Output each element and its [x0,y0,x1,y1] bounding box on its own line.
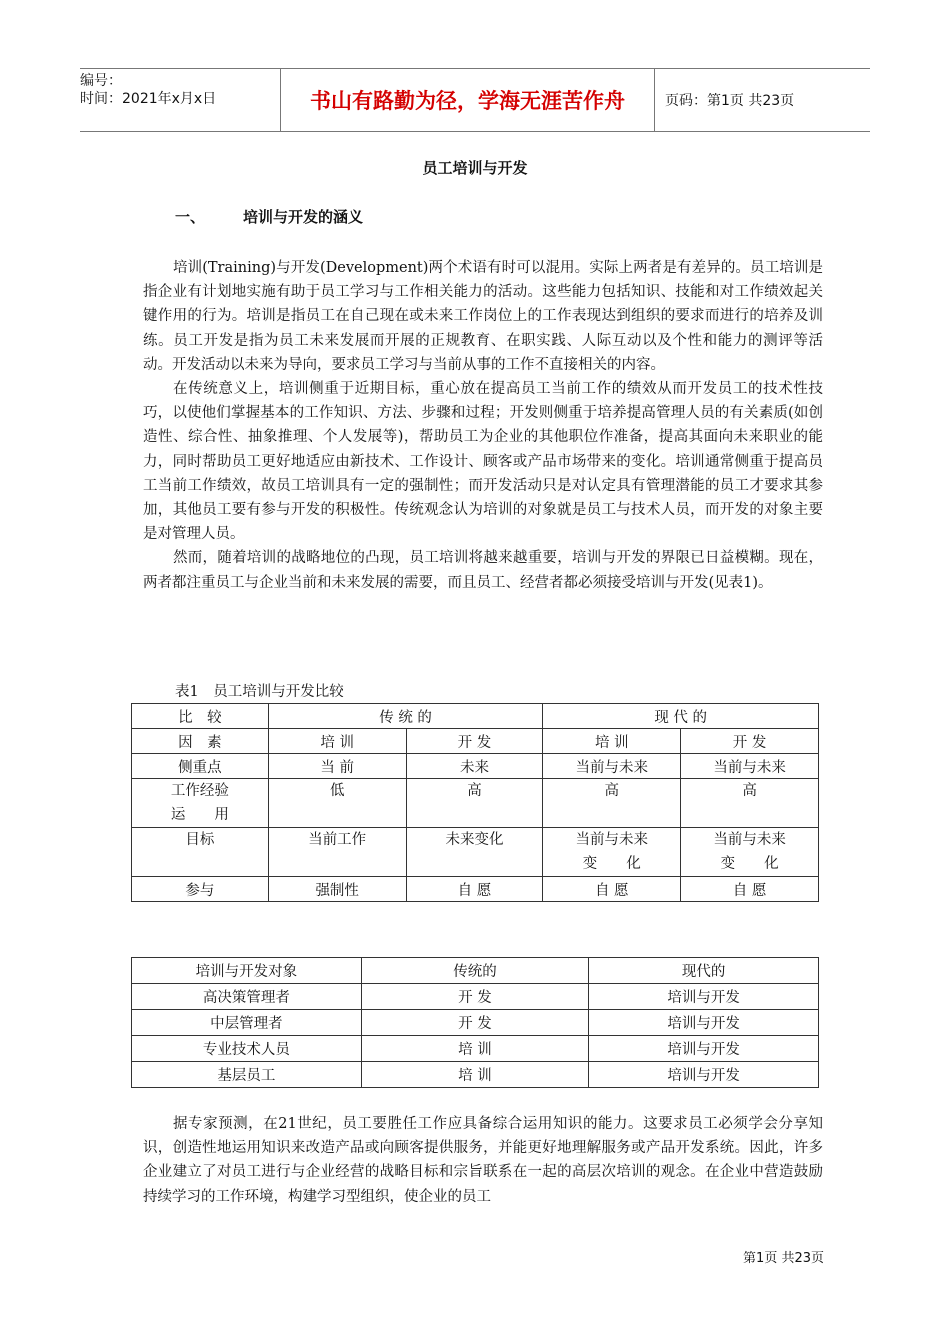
table-cell: 当前工作 [268,828,406,877]
body-text-continued [143,1112,823,1209]
table-cell: 当 前 [268,754,406,779]
paragraph: 培训(Training)与开发(Development)两个术语有时可以混用。实际上两者是有差异的。员工培训是指企业有计划地实施有助于员工学习与工作相关能力的活动。这些能力包括知识、技能和对工作绩效起关键作用的行为。培训是指员工在自己现在或未来工作岗位上的工作表现达到组织的要求而进行的培养及训练。员工开发是指为员工未来发展而开展的正规教育、在职实践、人际互动以及个性和能力的测评等活动。开发活动以未来为导向，要求员工学习与当前从事的工作不直接相关的内容。 [143,260,823,373]
header-motto: 书山有路勤为径，学海无涯苦作舟 [281,69,655,131]
table-header-cell: 现 代 的 [543,704,819,729]
table-header-cell: 开 发 [406,729,543,754]
table-header-cell: 传统的 [361,958,589,984]
paragraph: 据专家预测，在21世纪，员工要胜任工作应具备综合运用知识的能力。这要求员工必须学会分享知识，创造性地运用知识来改造产品或向顾客提供服务，并能更好地理解服务或产品开发系统。因此，许多企业建立了对员工进行与企业经营的战略目标和宗旨联系在一起的高层次培训的观念。在企业中营造鼓励持续学习的工作环境，构建学习型组织，使企业的员工 [143,1116,823,1205]
table-cell: 开 发 [361,1010,589,1036]
section-heading [175,206,363,227]
table-cell: 工作经验 运 用 [132,779,269,828]
table-header-cell: 因 素 [132,729,269,754]
table-cell: 参与 [132,877,269,902]
table-cell: 培训与开发 [589,1036,819,1062]
table-cell: 自 愿 [543,877,681,902]
table-cell: 开 发 [361,984,589,1010]
table-cell: 高 [543,779,681,828]
table-row [132,1036,819,1062]
table-cell: 培 训 [361,1036,589,1062]
table-cell: 强制性 [268,877,406,902]
table-header-cell: 开 发 [681,729,819,754]
table-row [132,754,819,779]
table-cell: 培 训 [361,1062,589,1088]
body-text [143,256,823,595]
paragraph: 然而，随着培训的战略地位的凸现，员工培训将越来越重要，培训与开发的界限已日益模糊。现在，两者都注重员工与企业当前和未来发展的需要，而且员工、经营者都必须接受培训与开发(见表1)。 [143,550,823,591]
table-cell: 培训与开发 [589,1062,819,1088]
header-meta [80,69,281,131]
table-cell: 高决策管理者 [132,984,362,1010]
table-cell: 低 [268,779,406,828]
table-header-cell: 培 训 [268,729,406,754]
table-row [132,1062,819,1088]
table-cell: 基层员工 [132,1062,362,1088]
table-caption: 表1 员工培训与开发比较 [175,684,344,700]
table-cell: 目标 [132,828,269,877]
table-row [132,984,819,1010]
target-table [131,957,819,1088]
table-row [132,1010,819,1036]
table-cell: 未来 [406,754,543,779]
table-header-cell: 培 训 [543,729,681,754]
table-cell: 中层管理者 [132,1010,362,1036]
table-cell: 当前与未来 变 化 [681,828,819,877]
table-cell: 当前与未来 [543,754,681,779]
table-cell: 高 [681,779,819,828]
table-row [132,877,819,902]
table-cell: 侧重点 [132,754,269,779]
table-header-cell: 传 统 的 [268,704,543,729]
section-title: 培训与开发的涵义 [243,208,364,226]
table-cell: 当前与未来 [681,754,819,779]
header-page-code: 页码：第1页 共23页 [665,93,795,109]
doc-number: 编号： [80,73,122,89]
table-row [132,828,819,877]
paragraph: 在传统意义上，培训侧重于近期目标，重心放在提高员工当前工作的绩效从而开发员工的技术性技巧，以使他们掌握基本的工作知识、方法、步骤和过程；开发则侧重于培养提高管理人员的有关素质(如创造性、综合性、抽象推理、个人发展等)，帮助员工为企业的其他职位作准备，提高其面向未来职业的能力，同时帮助员工更好地适应由新技术、工作设计、顾客或产品市场带来的变化。培训通常侧重于提高员工当前工作绩效，故员工培训具有一定的强制性；而开发活动只是对认定具有管理潜能的员工才要求其参加，其他员工要有参与开发的积极性。传统观念认为培训的对象就是员工与技术人员，而开发的对象主要是对管理人员。 [143,381,823,543]
table-header-cell: 培训与开发对象 [132,958,362,984]
table-cell: 培训与开发 [589,984,819,1010]
table-row [132,779,819,828]
table-header-cell: 现代的 [589,958,819,984]
table-cell: 自 愿 [406,877,543,902]
document-title: 员工培训与开发 [422,159,528,177]
page-footer: 第1页 共23页 [743,1251,824,1266]
doc-date: 时间：2021年x月x日 [80,91,217,107]
table-cell: 未来变化 [406,828,543,877]
table-cell: 当前与未来 变 化 [543,828,681,877]
table-cell: 高 [406,779,543,828]
page-header [80,68,870,132]
table-cell: 培训与开发 [589,1010,819,1036]
comparison-table [131,703,819,902]
section-number: 一、 [175,208,206,226]
table-header-cell: 比 较 [132,704,269,729]
table-cell: 自 愿 [681,877,819,902]
table-cell: 专业技术人员 [132,1036,362,1062]
